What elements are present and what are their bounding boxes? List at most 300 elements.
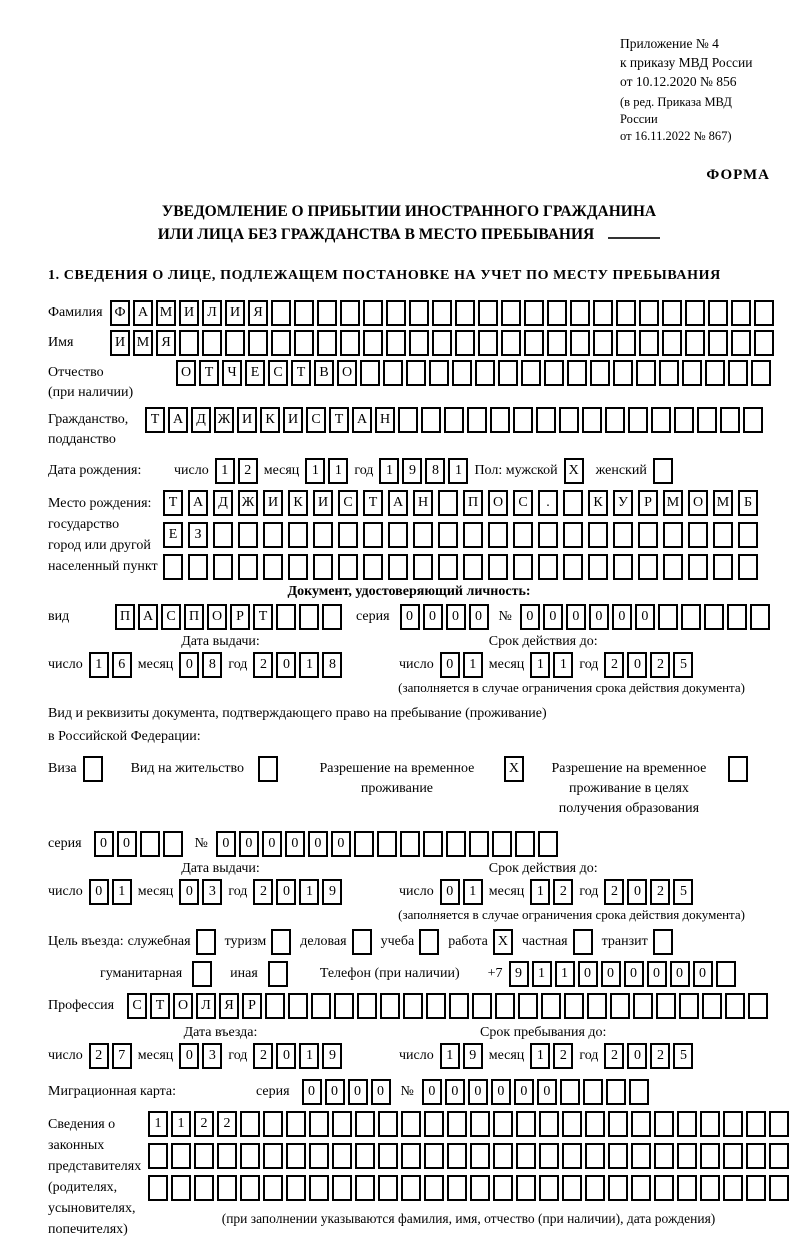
char-cell[interactable] [606,1079,626,1105]
char-cell[interactable]: 0 [589,604,609,630]
char-cell[interactable]: 1 [112,879,132,905]
char-cell[interactable] [299,604,319,630]
char-cell[interactable] [704,604,724,630]
char-cell[interactable]: 0 [635,604,655,630]
char-cell[interactable]: 0 [348,1079,368,1105]
char-cell[interactable]: 1 [299,1043,319,1069]
char-cell[interactable] [383,360,403,386]
char-cell[interactable] [538,522,558,548]
char-cell[interactable] [564,993,584,1019]
char-cell[interactable] [585,1111,605,1137]
char-cell[interactable] [258,756,278,782]
char-cell[interactable] [728,756,748,782]
char-cell[interactable] [263,1175,283,1201]
char-cell[interactable] [700,1111,720,1137]
char-cell[interactable] [746,1143,766,1169]
char-cell[interactable]: 0 [262,831,282,857]
char-cell[interactable] [563,522,583,548]
char-cell[interactable] [685,300,705,326]
char-cell[interactable]: С [161,604,181,630]
char-cell[interactable] [541,993,561,1019]
char-cell[interactable]: 0 [216,831,236,857]
char-cell[interactable] [605,407,625,433]
char-cell[interactable] [288,993,308,1019]
char-cell[interactable] [488,522,508,548]
char-cell[interactable] [263,1111,283,1137]
char-cell[interactable]: Е [163,522,183,548]
char-cell[interactable] [240,1111,260,1137]
char-cell[interactable] [332,1111,352,1137]
char-cell[interactable] [286,1111,306,1137]
char-cell[interactable] [638,554,658,580]
char-cell[interactable]: Т [145,407,165,433]
char-cell[interactable] [455,330,475,356]
char-cell[interactable] [613,554,633,580]
char-cell[interactable] [467,407,487,433]
char-cell[interactable] [294,300,314,326]
char-cell[interactable]: 0 [239,831,259,857]
char-cell[interactable]: 0 [285,831,305,857]
char-cell[interactable]: 0 [423,604,443,630]
char-cell[interactable] [547,300,567,326]
char-cell[interactable] [518,993,538,1019]
char-cell[interactable] [723,1111,743,1137]
char-cell[interactable] [751,360,771,386]
char-cell[interactable]: 0 [276,652,296,678]
char-cell[interactable] [705,360,725,386]
char-cell[interactable] [769,1175,789,1201]
char-cell[interactable]: Т [150,993,170,1019]
char-cell[interactable]: Т [253,604,273,630]
char-cell[interactable] [238,554,258,580]
char-cell[interactable]: 0 [276,879,296,905]
char-cell[interactable]: 1 [448,458,468,484]
char-cell[interactable] [413,554,433,580]
char-cell[interactable] [424,1111,444,1137]
char-cell[interactable] [613,360,633,386]
char-cell[interactable]: И [110,330,130,356]
char-cell[interactable] [478,330,498,356]
char-cell[interactable] [398,407,418,433]
char-cell[interactable] [426,993,446,1019]
char-cell[interactable] [720,407,740,433]
char-cell[interactable] [217,1143,237,1169]
char-cell[interactable] [360,360,380,386]
char-cell[interactable] [583,1079,603,1105]
char-cell[interactable] [590,360,610,386]
char-cell[interactable]: 1 [555,961,575,987]
char-cell[interactable] [140,831,160,857]
char-cell[interactable] [363,330,383,356]
char-cell[interactable] [567,360,587,386]
char-cell[interactable] [769,1143,789,1169]
char-cell[interactable]: 5 [673,1043,693,1069]
char-cell[interactable]: 0 [468,1079,488,1105]
char-cell[interactable]: 0 [302,1079,322,1105]
char-cell[interactable] [469,831,489,857]
char-cell[interactable]: 0 [537,1079,557,1105]
char-cell[interactable] [674,407,694,433]
char-cell[interactable] [754,300,774,326]
char-cell[interactable] [294,330,314,356]
char-cell[interactable] [271,330,291,356]
char-cell[interactable]: 0 [117,831,137,857]
char-cell[interactable] [677,1143,697,1169]
char-cell[interactable]: 0 [566,604,586,630]
char-cell[interactable]: Т [329,407,349,433]
char-cell[interactable] [559,407,579,433]
char-cell[interactable]: 1 [215,458,235,484]
char-cell[interactable]: Ж [238,490,258,516]
char-cell[interactable] [677,1175,697,1201]
char-cell[interactable]: С [268,360,288,386]
char-cell[interactable] [631,1175,651,1201]
char-cell[interactable] [628,407,648,433]
char-cell[interactable]: 9 [322,1043,342,1069]
char-cell[interactable] [725,993,745,1019]
char-cell[interactable]: 0 [514,1079,534,1105]
char-cell[interactable] [338,554,358,580]
char-cell[interactable] [225,330,245,356]
char-cell[interactable] [547,330,567,356]
char-cell[interactable]: 0 [543,604,563,630]
char-cell[interactable] [263,554,283,580]
char-cell[interactable] [608,1175,628,1201]
char-cell[interactable] [472,993,492,1019]
char-cell[interactable] [662,330,682,356]
char-cell[interactable] [516,1175,536,1201]
char-cell[interactable] [593,300,613,326]
char-cell[interactable]: 0 [308,831,328,857]
char-cell[interactable]: 9 [322,879,342,905]
char-cell[interactable] [738,554,758,580]
char-cell[interactable] [639,300,659,326]
char-cell[interactable] [700,1143,720,1169]
char-cell[interactable]: 0 [670,961,690,987]
char-cell[interactable] [713,522,733,548]
char-cell[interactable]: 2 [253,652,273,678]
char-cell[interactable]: 8 [425,458,445,484]
char-cell[interactable]: И [313,490,333,516]
char-cell[interactable]: Т [363,490,383,516]
char-cell[interactable] [631,1143,651,1169]
char-cell[interactable] [539,1175,559,1201]
char-cell[interactable] [562,1175,582,1201]
char-cell[interactable] [728,360,748,386]
char-cell[interactable]: С [127,993,147,1019]
char-cell[interactable] [608,1111,628,1137]
char-cell[interactable] [681,604,701,630]
char-cell[interactable] [616,330,636,356]
char-cell[interactable] [631,1111,651,1137]
char-cell[interactable] [401,1111,421,1137]
char-cell[interactable] [653,929,673,955]
char-cell[interactable]: И [283,407,303,433]
char-cell[interactable] [352,929,372,955]
char-cell[interactable]: 0 [601,961,621,987]
char-cell[interactable] [754,330,774,356]
char-cell[interactable]: 1 [299,652,319,678]
char-cell[interactable]: 1 [148,1111,168,1137]
char-cell[interactable] [322,604,342,630]
char-cell[interactable]: 1 [463,879,483,905]
char-cell[interactable] [409,300,429,326]
char-cell[interactable]: 0 [331,831,351,857]
char-cell[interactable] [355,1175,375,1201]
char-cell[interactable] [515,831,535,857]
char-cell[interactable] [463,522,483,548]
char-cell[interactable] [636,360,656,386]
char-cell[interactable] [608,1143,628,1169]
char-cell[interactable] [388,554,408,580]
char-cell[interactable]: Ч [222,360,242,386]
char-cell[interactable]: О [173,993,193,1019]
char-cell[interactable] [363,300,383,326]
char-cell[interactable] [516,1143,536,1169]
char-cell[interactable]: М [133,330,153,356]
char-cell[interactable] [708,300,728,326]
char-cell[interactable]: А [168,407,188,433]
char-cell[interactable]: О [176,360,196,386]
char-cell[interactable]: П [184,604,204,630]
char-cell[interactable] [585,1175,605,1201]
char-cell[interactable]: 2 [253,879,273,905]
char-cell[interactable] [716,961,736,987]
char-cell[interactable] [513,554,533,580]
char-cell[interactable] [769,1111,789,1137]
char-cell[interactable] [309,1143,329,1169]
char-cell[interactable] [432,330,452,356]
char-cell[interactable] [492,831,512,857]
char-cell[interactable] [317,330,337,356]
char-cell[interactable]: 2 [604,652,624,678]
char-cell[interactable] [438,522,458,548]
char-cell[interactable]: 0 [89,879,109,905]
char-cell[interactable]: 9 [463,1043,483,1069]
char-cell[interactable] [355,1143,375,1169]
char-cell[interactable] [377,831,397,857]
char-cell[interactable] [748,993,768,1019]
char-cell[interactable] [263,1143,283,1169]
char-cell[interactable]: 0 [371,1079,391,1105]
char-cell[interactable]: 0 [612,604,632,630]
char-cell[interactable] [309,1111,329,1137]
char-cell[interactable] [163,831,183,857]
char-cell[interactable] [447,1111,467,1137]
char-cell[interactable]: 2 [650,879,670,905]
char-cell[interactable] [470,1175,490,1201]
char-cell[interactable] [311,993,331,1019]
char-cell[interactable]: И [179,300,199,326]
char-cell[interactable]: 1 [440,1043,460,1069]
char-cell[interactable] [447,1143,467,1169]
char-cell[interactable]: 1 [171,1111,191,1137]
char-cell[interactable] [727,604,747,630]
char-cell[interactable] [313,522,333,548]
char-cell[interactable] [313,554,333,580]
char-cell[interactable] [202,330,222,356]
char-cell[interactable] [613,522,633,548]
char-cell[interactable] [403,993,423,1019]
char-cell[interactable]: К [288,490,308,516]
char-cell[interactable] [288,554,308,580]
char-cell[interactable] [288,522,308,548]
char-cell[interactable] [446,831,466,857]
char-cell[interactable]: 0 [94,831,114,857]
char-cell[interactable] [248,330,268,356]
char-cell[interactable]: 1 [532,961,552,987]
char-cell[interactable] [413,522,433,548]
char-cell[interactable]: 2 [553,1043,573,1069]
char-cell[interactable] [501,330,521,356]
char-cell[interactable] [658,604,678,630]
char-cell[interactable] [286,1175,306,1201]
char-cell[interactable]: 1 [305,458,325,484]
char-cell[interactable] [493,1175,513,1201]
char-cell[interactable] [332,1175,352,1201]
char-cell[interactable] [654,1175,674,1201]
char-cell[interactable] [501,300,521,326]
char-cell[interactable] [746,1175,766,1201]
char-cell[interactable]: Я [156,330,176,356]
char-cell[interactable]: 0 [578,961,598,987]
char-cell[interactable] [463,554,483,580]
char-cell[interactable]: 0 [520,604,540,630]
char-cell[interactable]: М [156,300,176,326]
char-cell[interactable]: А [133,300,153,326]
char-cell[interactable]: 2 [253,1043,273,1069]
char-cell[interactable]: 0 [693,961,713,987]
char-cell[interactable]: 2 [217,1111,237,1137]
char-cell[interactable] [563,554,583,580]
char-cell[interactable]: 1 [530,879,550,905]
char-cell[interactable] [688,554,708,580]
char-cell[interactable] [163,554,183,580]
char-cell[interactable] [588,522,608,548]
char-cell[interactable] [386,300,406,326]
char-cell[interactable]: 1 [299,879,319,905]
char-cell[interactable]: О [207,604,227,630]
char-cell[interactable]: 0 [627,652,647,678]
char-cell[interactable] [83,756,103,782]
char-cell[interactable] [332,1143,352,1169]
char-cell[interactable]: 3 [202,879,222,905]
char-cell[interactable]: П [463,490,483,516]
char-cell[interactable] [743,407,763,433]
char-cell[interactable] [268,961,288,987]
char-cell[interactable]: 0 [440,879,460,905]
char-cell[interactable] [639,330,659,356]
char-cell[interactable]: 0 [179,879,199,905]
char-cell[interactable] [265,993,285,1019]
char-cell[interactable] [663,554,683,580]
char-cell[interactable]: Я [248,300,268,326]
char-cell[interactable]: П [115,604,135,630]
char-cell[interactable]: 1 [89,652,109,678]
char-cell[interactable] [713,554,733,580]
char-cell[interactable] [432,300,452,326]
char-cell[interactable] [536,407,556,433]
char-cell[interactable]: X [493,929,513,955]
char-cell[interactable] [539,1143,559,1169]
char-cell[interactable] [659,360,679,386]
char-cell[interactable]: 2 [650,1043,670,1069]
char-cell[interactable] [148,1143,168,1169]
char-cell[interactable] [653,458,673,484]
char-cell[interactable] [276,604,296,630]
char-cell[interactable]: X [504,756,524,782]
char-cell[interactable] [700,1175,720,1201]
char-cell[interactable] [447,1175,467,1201]
char-cell[interactable]: С [306,407,326,433]
char-cell[interactable]: И [237,407,257,433]
char-cell[interactable] [363,554,383,580]
char-cell[interactable] [723,1143,743,1169]
char-cell[interactable]: У [613,490,633,516]
char-cell[interactable] [685,330,705,356]
char-cell[interactable]: Л [202,300,222,326]
char-cell[interactable] [750,604,770,630]
char-cell[interactable]: 9 [402,458,422,484]
char-cell[interactable]: 9 [509,961,529,987]
char-cell[interactable] [271,929,291,955]
char-cell[interactable] [263,522,283,548]
char-cell[interactable] [194,1143,214,1169]
char-cell[interactable] [585,1143,605,1169]
char-cell[interactable] [240,1143,260,1169]
char-cell[interactable] [409,330,429,356]
char-cell[interactable]: 6 [112,652,132,678]
char-cell[interactable]: А [352,407,372,433]
char-cell[interactable]: М [713,490,733,516]
char-cell[interactable]: Ф [110,300,130,326]
char-cell[interactable]: М [663,490,683,516]
char-cell[interactable] [488,554,508,580]
char-cell[interactable] [386,330,406,356]
char-cell[interactable] [493,1143,513,1169]
char-cell[interactable] [662,300,682,326]
char-cell[interactable] [401,1143,421,1169]
char-cell[interactable] [582,407,602,433]
char-cell[interactable] [562,1111,582,1137]
char-cell[interactable] [424,1143,444,1169]
char-cell[interactable] [286,1143,306,1169]
char-cell[interactable]: 5 [673,652,693,678]
char-cell[interactable]: 1 [463,652,483,678]
char-cell[interactable] [570,300,590,326]
char-cell[interactable] [424,1175,444,1201]
char-cell[interactable]: 7 [112,1043,132,1069]
char-cell[interactable] [470,1143,490,1169]
char-cell[interactable]: . [538,490,558,516]
char-cell[interactable]: 2 [238,458,258,484]
char-cell[interactable]: С [338,490,358,516]
char-cell[interactable]: 0 [445,1079,465,1105]
char-cell[interactable] [524,300,544,326]
char-cell[interactable] [697,407,717,433]
char-cell[interactable] [355,1111,375,1137]
char-cell[interactable]: 1 [328,458,348,484]
char-cell[interactable] [148,1175,168,1201]
char-cell[interactable] [544,360,564,386]
char-cell[interactable]: И [225,300,245,326]
char-cell[interactable] [419,929,439,955]
char-cell[interactable] [563,490,583,516]
char-cell[interactable]: 8 [202,652,222,678]
char-cell[interactable] [334,993,354,1019]
char-cell[interactable] [654,1111,674,1137]
char-cell[interactable]: С [513,490,533,516]
